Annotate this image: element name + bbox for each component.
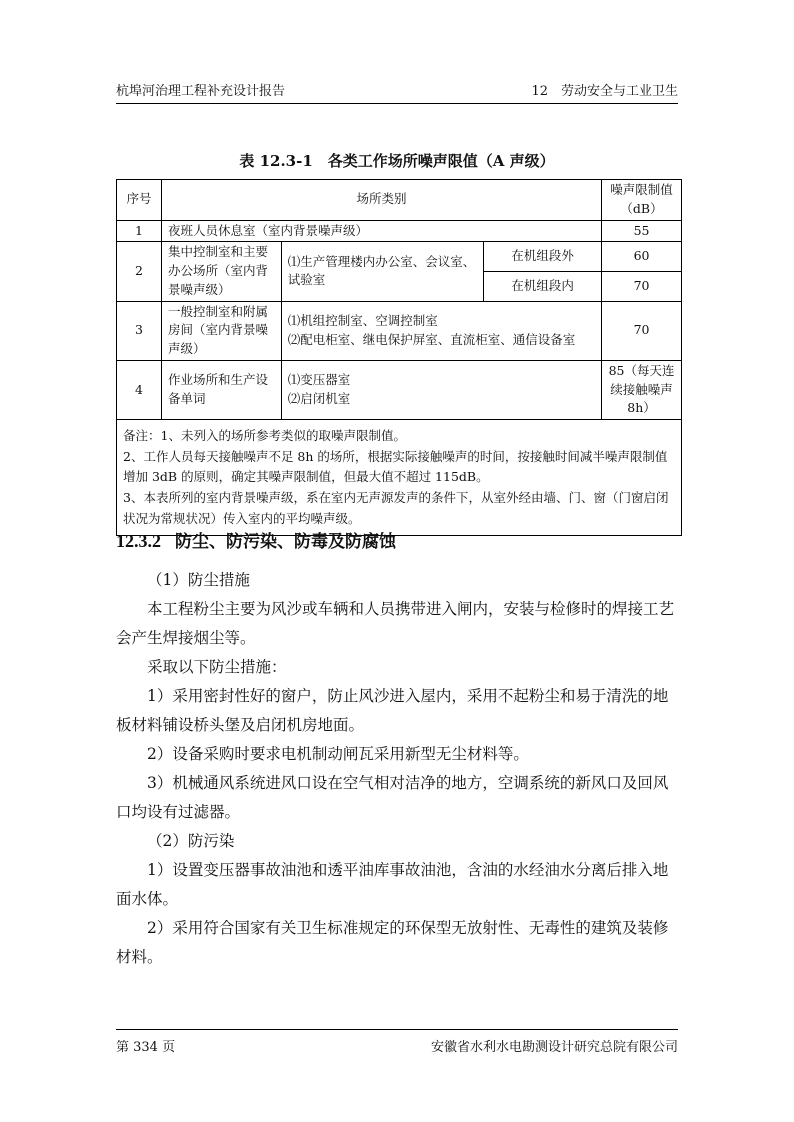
row-no: 2 bbox=[117, 242, 162, 301]
header-limit: 噪声限制值（dB） bbox=[602, 180, 682, 221]
table-row bbox=[117, 360, 682, 419]
row-subcase: 在机组段内 bbox=[484, 271, 602, 301]
row-limit: 70 bbox=[602, 271, 682, 301]
table-header-row bbox=[117, 180, 682, 221]
table-row bbox=[117, 220, 682, 242]
header-no: 序号 bbox=[117, 180, 162, 221]
row-detail bbox=[281, 360, 601, 419]
row-desc: 夜班人员休息室（室内背景噪声级） bbox=[161, 220, 601, 242]
table-notes bbox=[117, 420, 682, 536]
note-line: 3、本表所列的室内背景噪声级，系在室内无声源发声的条件下，从室外经由墙、门、窗（门窗启闭状况为常规状况）传入室内的平均噪声级。 bbox=[123, 489, 669, 526]
paragraph: 1）采用密封性好的窗户，防止风沙进入屋内，采用不起粉尘和易于清洗的地板材料铺设桥头堡及启闭机房地面。 bbox=[116, 687, 669, 734]
row-detail bbox=[281, 301, 601, 360]
table-row bbox=[117, 301, 682, 360]
paragraph: 本工程粉尘主要为风沙或车辆和人员携带进入闸内，安装与检修时的焊接工艺会产生焊接烟尘等。 bbox=[116, 600, 675, 647]
paragraph: 1）设置变压器事故油池和透平油库事故油池，含油的水经油水分离后排入地面水体。 bbox=[116, 861, 669, 908]
paragraph: 采取以下防尘措施： bbox=[147, 658, 287, 676]
noise-limit-table bbox=[116, 179, 682, 536]
paragraph: 3）机械通风系统进风口设在空气相对洁净的地方，空调系统的新风口及回风口均设有过滤器。 bbox=[116, 774, 669, 821]
row-desc: 集中控制室和主要办公场所（室内背景噪声级） bbox=[161, 242, 281, 301]
row-limit: 85（每天连续接触噪声 8h） bbox=[602, 360, 682, 419]
row-desc: 一般控制室和附属房间（室内背景噪声级） bbox=[161, 301, 281, 360]
footer-organization: 安徽省水利水电勘测设计研究总院有限公司 bbox=[430, 1040, 678, 1055]
page-number: 第 334 页 bbox=[116, 1040, 176, 1055]
note-line: 备注：1、未列入的场所参考类似的取噪声限制值。 bbox=[123, 428, 406, 443]
subheading-dust: （1）防尘措施 bbox=[147, 571, 250, 589]
page-header bbox=[116, 80, 678, 104]
section-number: 12.3.2 bbox=[116, 531, 161, 551]
row-limit: 70 bbox=[602, 301, 682, 360]
paragraph: 2）设备采购时要求电机制动闸瓦采用新型无尘材料等。 bbox=[147, 745, 529, 763]
section-title: 防尘、防污染、防毒及防腐蚀 bbox=[175, 532, 396, 552]
detail-line: ⑴机组控制室、空调控制室 bbox=[287, 312, 438, 328]
row-detail: ⑴生产管理楼内办公室、会议室、试验室 bbox=[281, 242, 484, 301]
table-title: 表 12.3-1 各类工作场所噪声限值（A 声级） bbox=[239, 152, 555, 170]
paragraph: 2）采用符合国家有关卫生标准规定的环保型无放射性、无毒性的建筑及装修材料。 bbox=[116, 919, 669, 966]
detail-line: ⑵启闭机室 bbox=[287, 390, 351, 406]
detail-line: ⑴变压器室 bbox=[287, 372, 351, 388]
row-limit: 60 bbox=[602, 242, 682, 272]
header-report-title: 杭埠河治理工程补充设计报告 bbox=[116, 84, 286, 99]
row-no: 4 bbox=[117, 360, 162, 419]
table-row bbox=[117, 242, 682, 272]
row-desc: 作业场所和生产设备单词 bbox=[161, 360, 281, 419]
row-limit: 55 bbox=[602, 220, 682, 242]
subheading-pollution: （2）防污染 bbox=[147, 832, 235, 850]
row-no: 1 bbox=[117, 220, 162, 242]
row-no: 3 bbox=[117, 301, 162, 360]
note-line: 2、工作人员每天接触噪声不足 8h 的场所，根据实际接触噪声的时间，按接触时间减半噪声限制值增加 3dB 的原则，确定其噪声限制值，但最大值不超过 115dB。 bbox=[123, 448, 668, 485]
section-heading bbox=[116, 527, 396, 552]
page-footer bbox=[116, 1029, 678, 1055]
row-subcase: 在机组段外 bbox=[484, 242, 602, 272]
table-notes-row bbox=[117, 420, 682, 536]
detail-line: ⑵配电柜室、继电保护屏室、直流柜室、通信设备室 bbox=[287, 331, 576, 347]
body-text bbox=[116, 566, 682, 972]
header-chapter-title: 12 劳动安全与工业卫生 bbox=[531, 84, 678, 99]
header-type: 场所类别 bbox=[161, 180, 601, 221]
